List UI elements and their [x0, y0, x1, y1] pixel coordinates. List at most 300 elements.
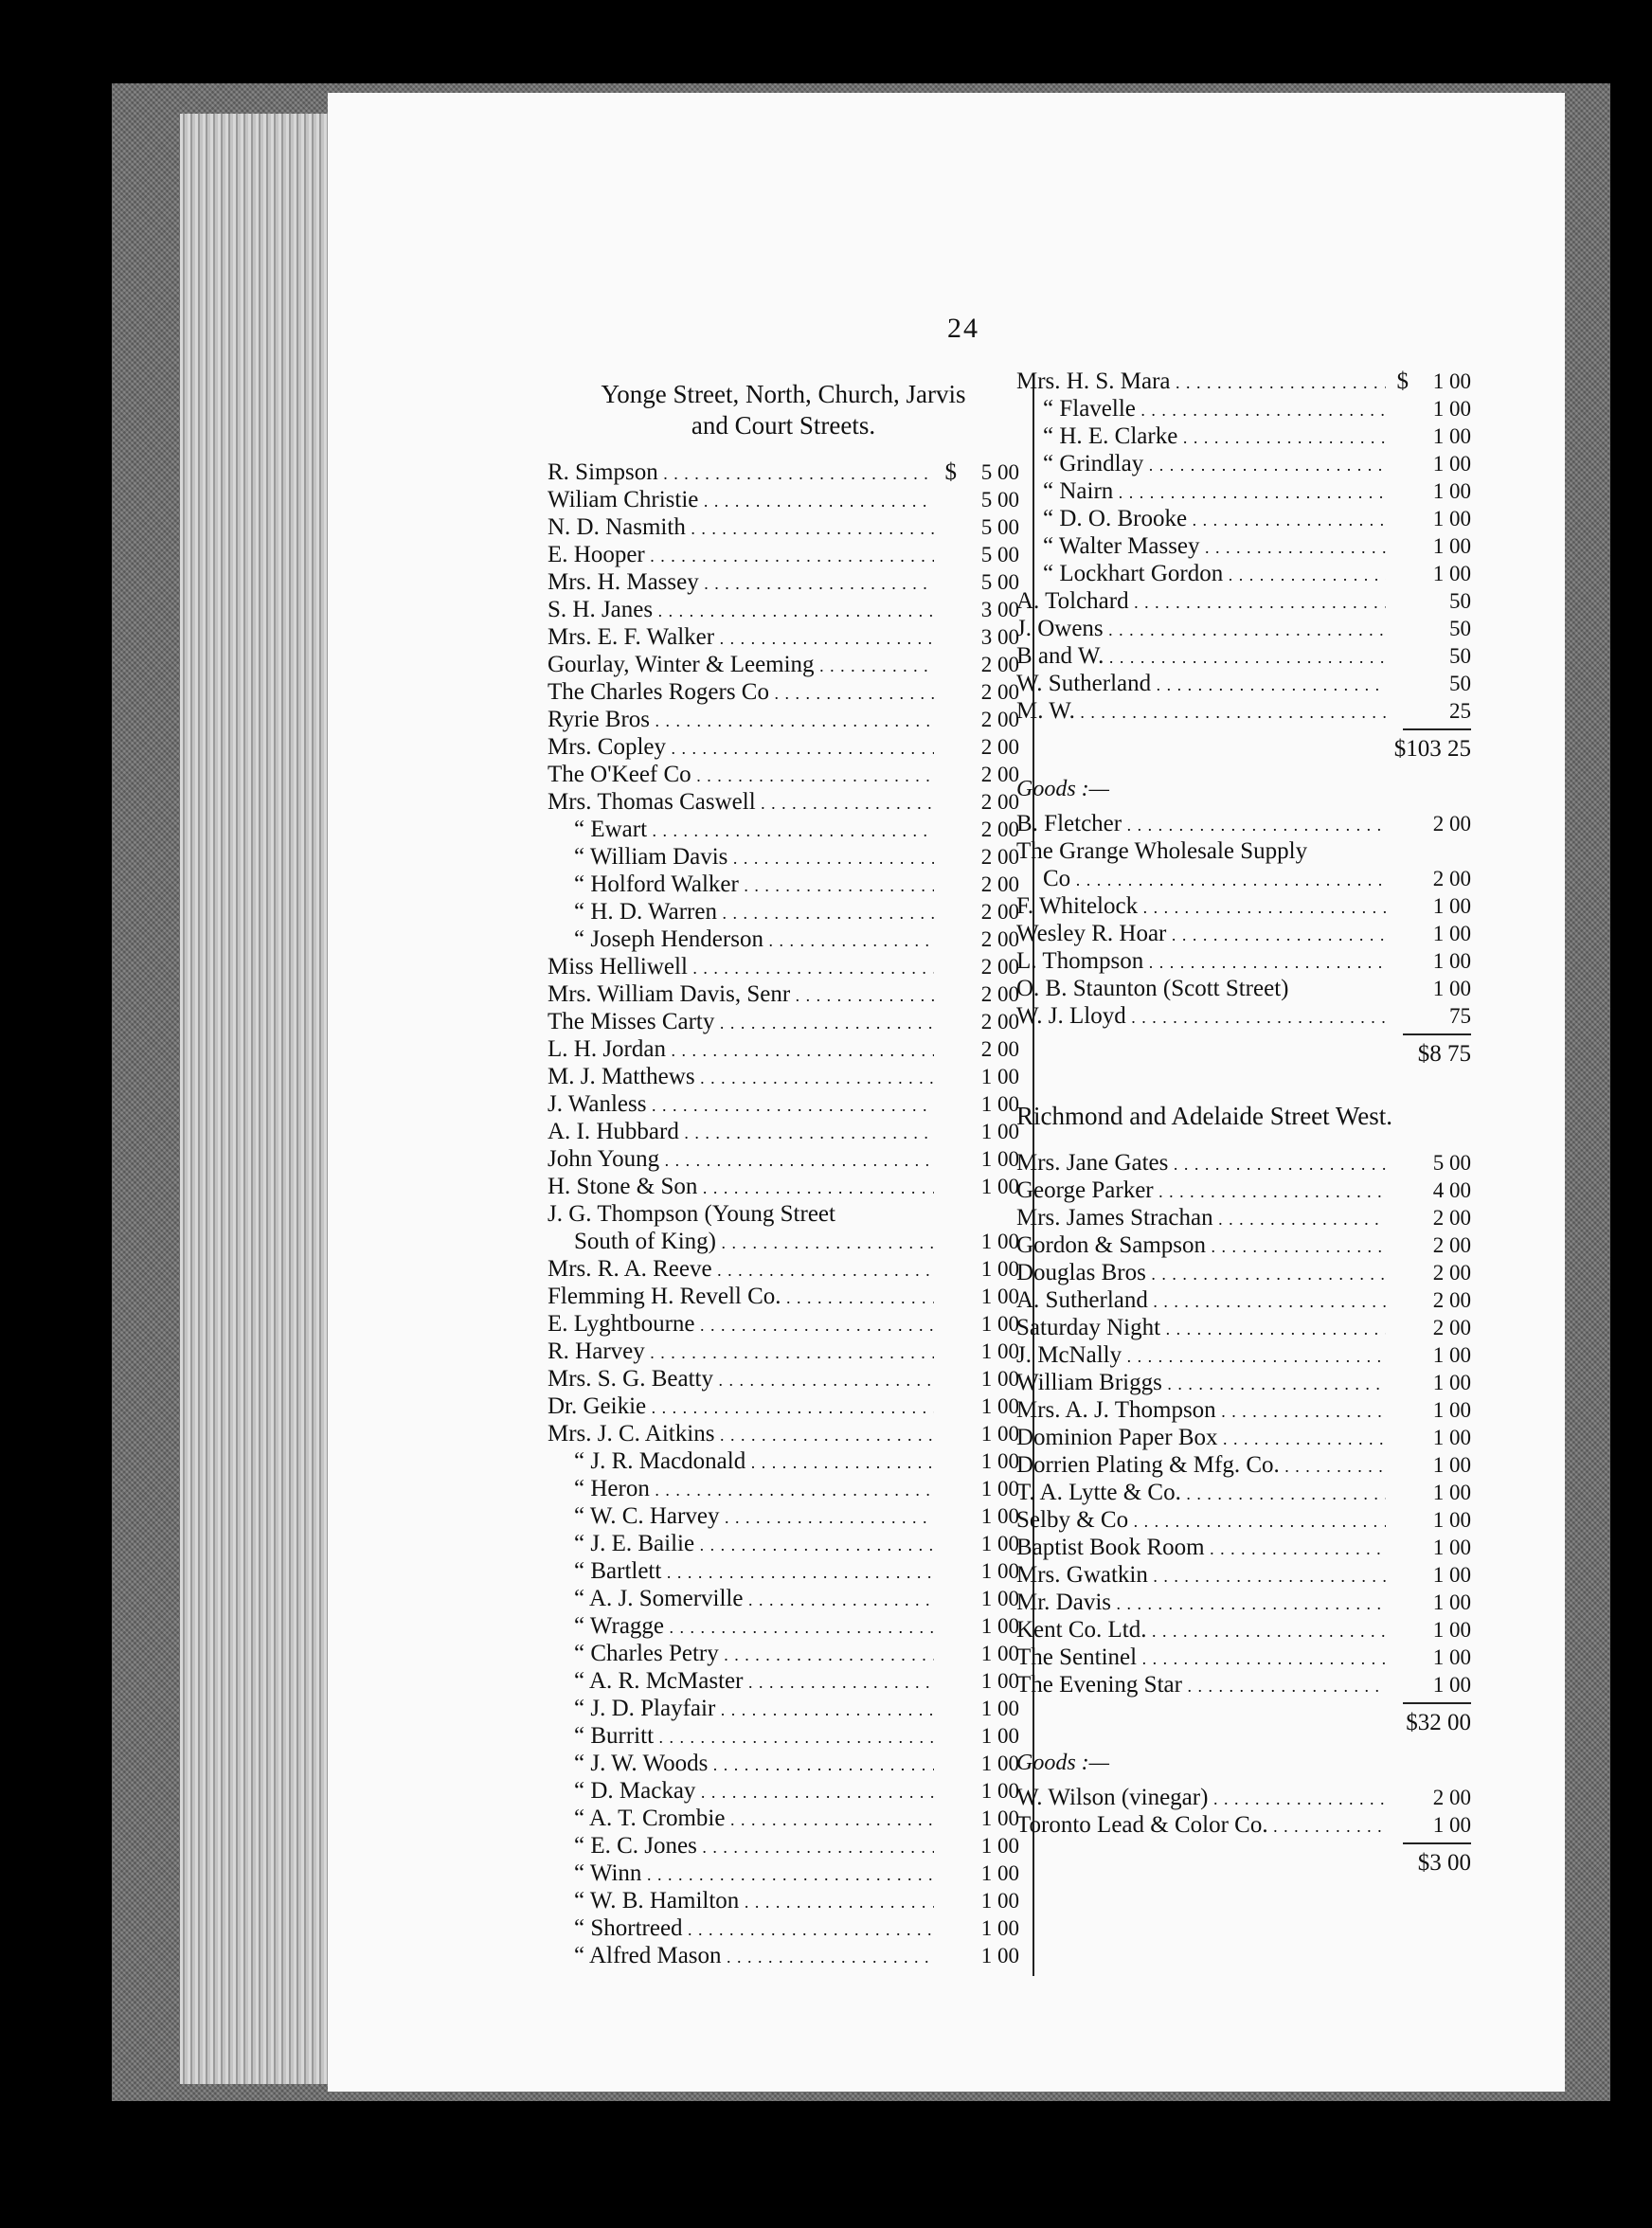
entry-name: R. Simpson . . .	[548, 458, 934, 488]
entry-name: Miss Helliwell . . .	[548, 953, 934, 982]
list-item	[548, 1860, 1019, 1887]
entry-name: “ Joseph Henderson . . .	[574, 925, 934, 955]
list-item	[1016, 1589, 1471, 1616]
entry-name: The Grange Wholesale Supply	[1016, 838, 1308, 864]
entry-name: “ H. E. Clarke . . .	[1043, 422, 1386, 452]
list-item	[548, 651, 1019, 678]
entry-name: “ J. W. Woods . . .	[574, 1750, 934, 1779]
subtotal-4: $3 00	[1417, 1850, 1471, 1876]
entry-amount: 1 00	[980, 1642, 1019, 1665]
list-item	[1016, 642, 1471, 670]
entry-name: Wiliam Christie . . .	[548, 486, 934, 515]
entry-amount: 1 00	[1432, 1508, 1471, 1532]
entry-name: E. Hooper . . .	[548, 541, 934, 570]
entry-name: Dr. Geikie . . .	[548, 1392, 934, 1422]
entry-name: “ D. O. Brooke . . .	[1043, 505, 1386, 534]
entry-name: M. W. . . .	[1016, 697, 1386, 727]
entry-amount: 1 00	[1432, 949, 1471, 973]
entry-name: Toronto Lead & Color Co. . . .	[1016, 1811, 1386, 1841]
list-item	[548, 1640, 1019, 1667]
entry-amount: 1 00	[1432, 369, 1471, 393]
list-item	[1016, 865, 1471, 892]
entry-name: “ J. E. Bailie . . .	[574, 1530, 934, 1559]
entry-amount: 1 00	[1432, 424, 1471, 448]
list-item	[548, 706, 1019, 733]
entry-amount: 1 00	[980, 1779, 1019, 1803]
list-item	[1016, 1424, 1471, 1451]
entry-amount: 50	[1449, 672, 1471, 695]
list-item	[1016, 1369, 1471, 1396]
list-item	[548, 843, 1019, 871]
entry-amount: 2 00	[980, 955, 1019, 979]
list-item	[1016, 1341, 1471, 1369]
entry-amount: 1 00	[980, 1394, 1019, 1418]
list-item	[1016, 1534, 1471, 1561]
entry-name: “ D. Mackay . . .	[574, 1777, 934, 1806]
list-item	[548, 1365, 1019, 1392]
entry-name: M. J. Matthews . . .	[548, 1063, 934, 1092]
entry-name: “ Ewart . . .	[574, 816, 934, 845]
entry-amount: 1 00	[980, 1752, 1019, 1775]
entry-amount: 2 00	[980, 653, 1019, 676]
list-item	[548, 1887, 1019, 1914]
entry-amount: 1 00	[980, 1065, 1019, 1088]
entry-amount: 2 00	[980, 1037, 1019, 1061]
entry-amount: 1 00	[980, 1312, 1019, 1336]
entry-name: “ Bartlett . . .	[574, 1557, 934, 1587]
list-item	[1016, 532, 1471, 560]
list-item	[548, 541, 1019, 568]
entry-name: “ J. D. Playfair . . .	[574, 1695, 934, 1724]
entry-amount: 1 00	[980, 1477, 1019, 1500]
entry-name: Ryrie Bros . . .	[548, 706, 934, 735]
list-item	[548, 1530, 1019, 1557]
list-item	[1016, 1671, 1471, 1698]
dollar-sign: $	[1396, 368, 1409, 394]
entry-amount: 2 00	[980, 763, 1019, 786]
list-item	[548, 1063, 1019, 1090]
entry-amount: 1 00	[1432, 562, 1471, 585]
list-item	[1016, 1811, 1471, 1839]
entry-amount: 5 00	[1432, 1151, 1471, 1175]
entry-amount: 5 00	[980, 515, 1019, 539]
entry-name: “ William Davis . . .	[574, 843, 934, 872]
entry-amount: 1 00	[980, 1916, 1019, 1940]
entry-amount: 1 00	[1432, 1618, 1471, 1642]
entry-amount: 1 00	[980, 1092, 1019, 1116]
entry-amount: 2 00	[980, 982, 1019, 1006]
entry-amount: 2 00	[1432, 1288, 1471, 1312]
list-item	[548, 1722, 1019, 1750]
list-item	[548, 898, 1019, 925]
entry-amount: 2 00	[1432, 1316, 1471, 1339]
list-item	[548, 1200, 1019, 1228]
entry-name: Mrs. Thomas Caswell . . .	[548, 788, 934, 818]
list-item	[1016, 1149, 1471, 1177]
entry-amount: 50	[1449, 589, 1471, 613]
entry-amount: 1 00	[980, 1175, 1019, 1198]
entry-name: Mrs. H. S. Mara . . .	[1016, 368, 1386, 397]
list-item	[548, 1557, 1019, 1585]
entry-name: N. D. Nasmith . . .	[548, 513, 934, 543]
entry-name: The Charles Rogers Co . . .	[548, 678, 934, 708]
list-item	[1016, 1561, 1471, 1589]
entry-name: J. Wanless . . .	[548, 1090, 934, 1120]
entry-amount: 2 00	[1432, 1233, 1471, 1257]
entry-name: John Young . . .	[548, 1145, 934, 1175]
goods-label-1: Goods :—	[1016, 777, 1110, 801]
list-item	[1016, 1479, 1471, 1506]
list-item	[548, 568, 1019, 596]
entry-name: Douglas Bros . . .	[1016, 1259, 1386, 1288]
entry-amount: 1 00	[1432, 894, 1471, 918]
entry-amount: 1 00	[1432, 1426, 1471, 1449]
entry-amount: 1 00	[1432, 397, 1471, 421]
list-item	[548, 1805, 1019, 1832]
list-item	[548, 1392, 1019, 1420]
list-item	[1016, 505, 1471, 532]
entry-amount: 2 00	[980, 818, 1019, 841]
list-item	[1016, 587, 1471, 615]
entry-amount: 75	[1449, 1004, 1471, 1028]
list-item	[548, 733, 1019, 761]
list-item	[1016, 670, 1471, 697]
list-item	[1016, 1259, 1471, 1286]
list-item	[548, 1695, 1019, 1722]
list-item	[548, 1008, 1019, 1035]
list-item	[1016, 560, 1471, 587]
entry-name: “ Charles Petry . . .	[574, 1640, 934, 1669]
list-item	[548, 953, 1019, 980]
entry-amount: 1 00	[980, 1339, 1019, 1363]
entry-name: Saturday Night . . .	[1016, 1314, 1386, 1343]
list-item	[548, 788, 1019, 816]
entry-amount: 1 00	[1432, 1398, 1471, 1422]
entry-amount: 3 00	[980, 625, 1019, 649]
entry-amount: 50	[1449, 617, 1471, 640]
entry-amount: 2 00	[980, 845, 1019, 869]
entry-name: Mrs. E. F. Walker . . .	[548, 623, 934, 653]
subtotal-2: $8 75	[1417, 1041, 1471, 1067]
entry-amount: 2 00	[1432, 1786, 1471, 1809]
entry-amount: 1 00	[980, 1257, 1019, 1281]
entry-amount: 1 00	[980, 1230, 1019, 1253]
list-item	[548, 1667, 1019, 1695]
entry-name: “ Alfred Mason . . .	[574, 1942, 934, 1971]
right-column	[1016, 368, 1471, 1882]
list-item	[548, 486, 1019, 513]
list-item	[548, 871, 1019, 898]
list-item	[548, 1832, 1019, 1860]
entry-amount: 2 00	[980, 708, 1019, 731]
entry-name: J. G. Thompson (Young Street	[548, 1201, 835, 1227]
entry-name: “ Burritt . . .	[574, 1722, 934, 1752]
entry-amount: 2 00	[980, 735, 1019, 759]
list-item	[548, 1914, 1019, 1942]
list-item	[1016, 837, 1471, 865]
entry-amount: 1 00	[980, 1449, 1019, 1473]
section-heading-richmond: Richmond and Adelaide Street West.	[1016, 1102, 1392, 1130]
entry-amount: 1 00	[1432, 1536, 1471, 1559]
entry-name: W. Wilson (vinegar) . . .	[1016, 1784, 1386, 1813]
entry-name: J. Owens . . .	[1016, 615, 1386, 644]
entry-amount: 1 00	[1432, 507, 1471, 530]
entry-name: S. H. Janes . . .	[548, 596, 934, 625]
list-item	[548, 1338, 1019, 1365]
list-item	[548, 1777, 1019, 1805]
list-item	[548, 1502, 1019, 1530]
entry-name: Mrs. R. A. Reeve . . .	[548, 1255, 934, 1285]
entry-name: H. Stone & Son . . .	[548, 1173, 934, 1202]
entry-name: L. H. Jordan . . .	[548, 1035, 934, 1065]
entry-name: “ Lockhart Gordon . . .	[1043, 560, 1386, 589]
entry-name: “ J. R. Macdonald . . .	[574, 1447, 934, 1477]
entry-name: “ Winn . . .	[574, 1860, 934, 1889]
list-item	[1016, 1177, 1471, 1204]
entry-name: “ Holford Walker . . .	[574, 871, 934, 900]
entry-amount: 1 00	[1432, 1590, 1471, 1614]
entry-amount: 1 00	[1432, 1453, 1471, 1477]
entry-amount: 2 00	[1432, 812, 1471, 836]
entry-name: The O'Keef Co . . .	[548, 761, 934, 790]
entry-amount: 1 00	[980, 1834, 1019, 1858]
entry-amount: 2 00	[980, 927, 1019, 951]
entry-name: “ Walter Massey . . .	[1043, 532, 1386, 562]
entry-amount: 1 00	[980, 1367, 1019, 1391]
entry-amount: 1 00	[980, 1614, 1019, 1638]
list-item	[1016, 615, 1471, 642]
entry-amount: 50	[1449, 644, 1471, 668]
entry-amount: 1 00	[980, 1147, 1019, 1171]
entry-name: A. I. Hubbard . . .	[548, 1118, 934, 1147]
right-list-2	[1016, 1149, 1471, 1698]
entry-name: George Parker . . .	[1016, 1177, 1386, 1206]
list-item	[548, 1035, 1019, 1063]
entry-amount: 4 00	[1432, 1178, 1471, 1202]
entry-amount: 5 00	[980, 543, 1019, 566]
list-item	[1016, 422, 1471, 450]
list-item	[548, 1942, 1019, 1969]
entry-name: “ W. C. Harvey . . .	[574, 1502, 934, 1532]
entry-name: “ A. T. Crombie . . .	[574, 1805, 934, 1834]
entry-amount: 5 00	[980, 570, 1019, 594]
entry-amount: 1 00	[980, 1120, 1019, 1143]
entry-amount: 5 00	[980, 460, 1019, 484]
list-item	[548, 816, 1019, 843]
list-item	[548, 1585, 1019, 1612]
entry-amount: 1 00	[980, 1559, 1019, 1583]
entry-name: Mrs. J. C. Aitkins . . .	[548, 1420, 934, 1449]
list-item	[1016, 368, 1471, 395]
list-item	[548, 458, 1019, 486]
entry-name: E. Lyghtbourne . . .	[548, 1310, 934, 1339]
list-item	[548, 1255, 1019, 1283]
entry-name: “ Heron . . .	[574, 1475, 934, 1504]
page-number: 24	[947, 313, 979, 344]
entry-name: Co . . .	[1043, 865, 1386, 894]
entry-name: Mrs. Copley . . .	[548, 733, 934, 763]
dollar-sign: $	[944, 459, 957, 485]
list-item	[1016, 1231, 1471, 1259]
entry-amount: 1 00	[980, 1889, 1019, 1913]
entry-amount: 1 00	[980, 1504, 1019, 1528]
entry-name: The Misses Carty . . .	[548, 1008, 934, 1037]
list-item	[548, 980, 1019, 1008]
entry-name: B and W. . . .	[1016, 642, 1386, 672]
entry-name: W. Sutherland . . .	[1016, 670, 1386, 699]
entry-name: Mrs. H. Massey . . .	[548, 568, 934, 598]
list-item	[1016, 1396, 1471, 1424]
list-item	[548, 678, 1019, 706]
entry-amount: 1 00	[1432, 1563, 1471, 1587]
entry-amount: 25	[1449, 699, 1471, 723]
entry-amount: 1 00	[1432, 452, 1471, 476]
entry-name: Gordon & Sampson . . .	[1016, 1231, 1386, 1261]
list-item	[1016, 1616, 1471, 1644]
entry-amount: 1 00	[1432, 1481, 1471, 1504]
entry-amount: 1 00	[980, 1697, 1019, 1720]
entry-name: Dorrien Plating & Mfg. Co. . . .	[1016, 1451, 1386, 1481]
entry-name: Gourlay, Winter & Leeming . . .	[548, 651, 934, 680]
left-list	[548, 458, 1019, 1969]
entry-name: “ Flavelle . . .	[1043, 395, 1386, 424]
list-item	[1016, 395, 1471, 422]
entry-name: “ A. R. McMaster . . .	[574, 1667, 934, 1697]
entry-amount: 1 00	[980, 1669, 1019, 1693]
entry-amount: 1 00	[980, 1861, 1019, 1885]
entry-name: “ E. C. Jones . . .	[574, 1832, 934, 1861]
list-item	[548, 623, 1019, 651]
entry-name: South of King) . . .	[574, 1228, 934, 1257]
list-item	[548, 1228, 1019, 1255]
entry-amount: 1 00	[1432, 1343, 1471, 1367]
right-list-1	[1016, 368, 1471, 725]
entry-amount: 2 00	[980, 1010, 1019, 1033]
entry-name: F. Whitelock . . .	[1016, 892, 1386, 922]
list-item	[548, 596, 1019, 623]
entry-name: A. Tolchard . . .	[1016, 587, 1386, 617]
goods-list-1	[1016, 810, 1471, 1030]
list-item	[1016, 947, 1471, 975]
entry-name: The Sentinel . . .	[1016, 1644, 1386, 1673]
entry-name: Baptist Book Room . . .	[1016, 1534, 1386, 1563]
list-item	[1016, 1784, 1471, 1811]
entry-amount: 1 00	[980, 1285, 1019, 1308]
entry-amount: 1 00	[1432, 479, 1471, 503]
entry-amount: 1 00	[1432, 1673, 1471, 1697]
entry-amount: 1 00	[980, 1806, 1019, 1830]
list-item	[548, 761, 1019, 788]
list-item	[1016, 810, 1471, 837]
list-item	[1016, 975, 1471, 1002]
entry-amount: 2 00	[980, 680, 1019, 704]
list-item	[548, 1310, 1019, 1338]
list-item	[1016, 1002, 1471, 1030]
section-heading-yonge: Yonge Street, North, Church, Jarvis and Court Streets.	[601, 380, 966, 440]
entry-name: O. B. Staunton (Scott Street)	[1016, 976, 1289, 1001]
list-item	[548, 1118, 1019, 1145]
entry-name: Mrs. S. G. Beatty . . .	[548, 1365, 934, 1394]
entry-name: “ W. B. Hamilton . . .	[574, 1887, 934, 1916]
list-item	[1016, 1286, 1471, 1314]
goods-label-2: Goods :—	[1016, 1751, 1110, 1775]
entry-amount: 2 00	[1432, 867, 1471, 890]
entry-amount: 1 00	[1432, 977, 1471, 1000]
entry-amount: 5 00	[980, 488, 1019, 512]
entry-name: Dominion Paper Box . . .	[1016, 1424, 1386, 1453]
list-item	[548, 513, 1019, 541]
goods-list-2	[1016, 1784, 1471, 1839]
entry-amount: 2 00	[980, 900, 1019, 924]
entry-name: “ Wragge . . .	[574, 1612, 934, 1642]
list-item	[1016, 1451, 1471, 1479]
list-item	[1016, 1644, 1471, 1671]
entry-name: J. McNally . . .	[1016, 1341, 1386, 1371]
list-item	[548, 925, 1019, 953]
entry-name: W. J. Lloyd . . .	[1016, 1002, 1386, 1032]
entry-name: A. Sutherland . . .	[1016, 1286, 1386, 1316]
entry-amount: 1 00	[980, 1944, 1019, 1967]
entry-name: The Evening Star . . .	[1016, 1671, 1386, 1700]
entry-name: Mrs. James Strachan . . .	[1016, 1204, 1386, 1233]
entry-name: Mr. Davis . . .	[1016, 1589, 1386, 1618]
list-item	[1016, 1204, 1471, 1231]
list-item	[1016, 892, 1471, 920]
entry-amount: 2 00	[980, 872, 1019, 896]
list-item	[548, 1612, 1019, 1640]
list-item	[1016, 697, 1471, 725]
left-column	[548, 379, 1019, 1969]
entry-name: William Briggs . . .	[1016, 1369, 1386, 1398]
list-item	[548, 1750, 1019, 1777]
page-edges	[180, 114, 332, 2084]
list-item	[548, 1420, 1019, 1447]
entry-amount: 1 00	[1432, 534, 1471, 558]
entry-amount: 1 00	[980, 1587, 1019, 1610]
entry-name: T. A. Lytte & Co. . . .	[1016, 1479, 1386, 1508]
subtotal-3: $32 00	[1406, 1710, 1471, 1735]
entry-name: “ A. J. Somerville . . .	[574, 1585, 934, 1614]
list-item	[548, 1447, 1019, 1475]
list-item	[548, 1145, 1019, 1173]
entry-amount: 2 00	[1432, 1206, 1471, 1230]
entry-name: “ H. D. Warren . . .	[574, 898, 934, 927]
list-item	[1016, 1314, 1471, 1341]
entry-amount: 3 00	[980, 598, 1019, 621]
entry-amount: 1 00	[980, 1724, 1019, 1748]
entry-amount: 2 00	[980, 790, 1019, 814]
subtotal-1: $103 25	[1393, 736, 1471, 762]
entry-name: Mrs. William Davis, Senr . . .	[548, 980, 934, 1010]
entry-name: Wesley R. Hoar . . .	[1016, 920, 1386, 949]
entry-name: Mrs. A. J. Thompson . . .	[1016, 1396, 1386, 1426]
entry-name: “ Grindlay . . .	[1043, 450, 1386, 479]
entry-amount: 1 00	[1432, 1813, 1471, 1837]
entry-name: B. Fletcher . . .	[1016, 810, 1386, 839]
entry-name: Selby & Co . . .	[1016, 1506, 1386, 1536]
entry-name: Kent Co. Ltd. . . .	[1016, 1616, 1386, 1645]
entry-name: L. Thompson . . .	[1016, 947, 1386, 977]
entry-name: “ Nairn . . .	[1043, 477, 1386, 507]
entry-name: Mrs. Jane Gates . . .	[1016, 1149, 1386, 1178]
entry-amount: 1 00	[1432, 1371, 1471, 1394]
list-item	[548, 1283, 1019, 1310]
entry-amount: 1 00	[1432, 922, 1471, 945]
entry-amount: 1 00	[980, 1422, 1019, 1446]
list-item	[548, 1173, 1019, 1200]
list-item	[548, 1475, 1019, 1502]
list-item	[1016, 920, 1471, 947]
